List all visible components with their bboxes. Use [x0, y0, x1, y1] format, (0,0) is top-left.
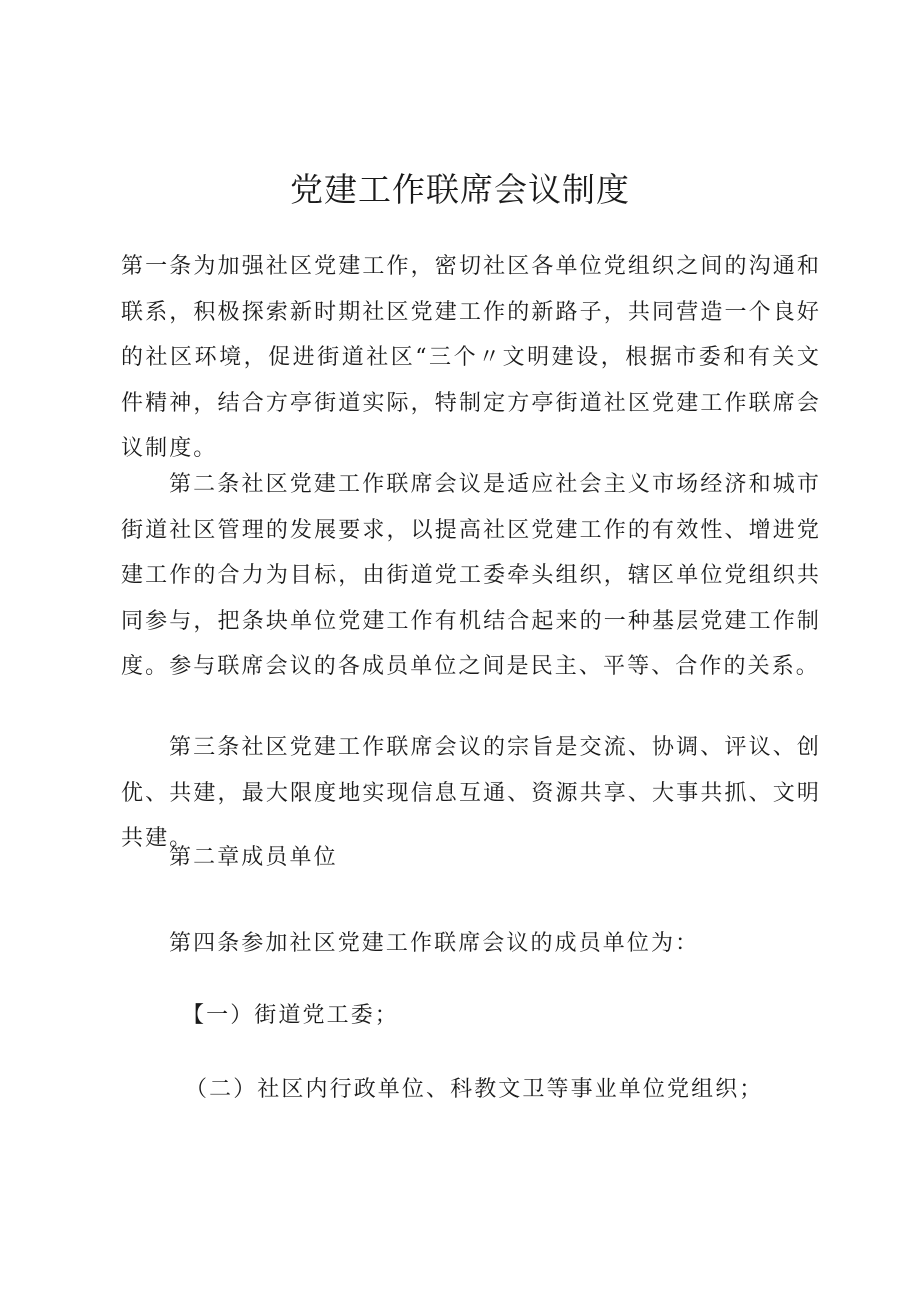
document-title: 党建工作联席会议制度	[290, 170, 630, 209]
article-2-paragraph: 第二条社区党建工作联席会议是适应社会主义市场经济和城市街道社区管理的发展要求，以提高社区党建工作的有效性、增进党建工作的合力为目标，由街道党工委牵头组织，辖区单位党组织共同参与，把条块单位党建工作有机结合起来的一种基层党建工作制度。参与联席会议的各成员单位之间是民主、平等、合作的关系。	[121, 472, 821, 679]
article-1-paragraph: 第一条为加强社区党建工作，密切社区各单位党组织之间的沟通和联系，积极探索新时期社区党建工作的新路子，共同营造一个良好的社区环境，促进街道社区“三个〃文明建设，根据市委和有关文件精神，结合方亭街道实际，特制定方亭街道社区党建工作联席会议制度。	[121, 254, 821, 461]
list-item-1: 【一）街道党工委；	[182, 1003, 399, 1028]
article-3-paragraph: 第三条社区党建工作联席会议的宗旨是交流、协调、评议、创优、共建，最大限度地实现信息互通、资源共享、大事共抓、文明共建。	[121, 735, 821, 851]
list-item-2: （二）社区内行政单位、科教文卫等事业单位党组织；	[185, 1077, 764, 1102]
chapter-2-heading: 第二章成员单位	[169, 845, 338, 870]
article-4-paragraph: 第四条参加社区党建工作联席会议的成员单位为：	[169, 931, 700, 956]
